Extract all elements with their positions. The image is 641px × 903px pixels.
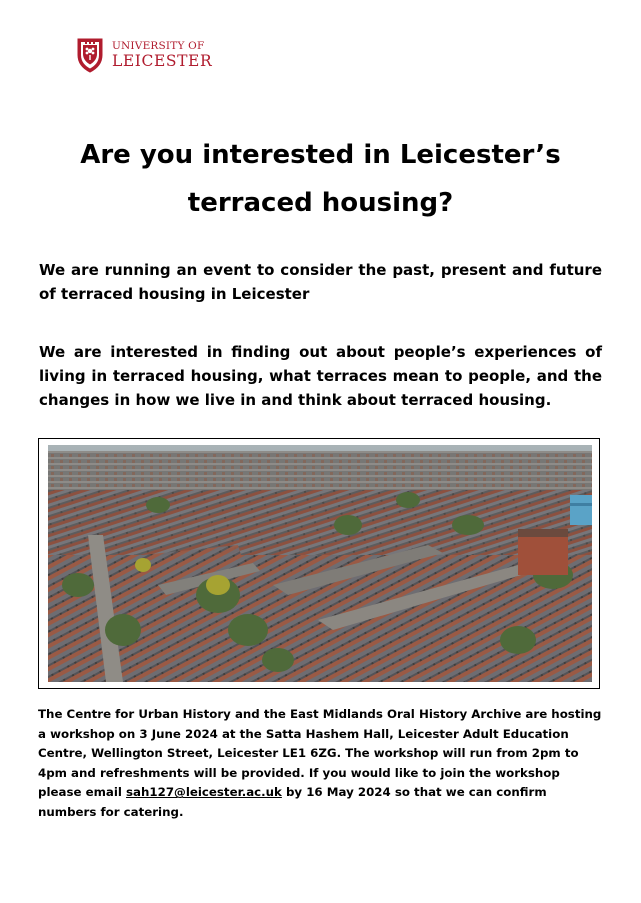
terraced-housing-aerial-photo <box>48 445 592 682</box>
details-text-after: by 16 May 2024 so that we can confirm numbers for catering. <box>38 785 547 819</box>
intro-paragraph-event: We are running an event to consider the past, present and future of terraced housing in Leicester <box>39 261 602 303</box>
terraced-housing-photo-frame <box>38 438 600 689</box>
university-crest-icon <box>76 37 104 73</box>
logo-line-leicester: LEICESTER <box>112 51 213 70</box>
contact-email-link[interactable]: sah127@leicester.ac.uk <box>126 785 282 800</box>
logo-line-university-of: UNIVERSITY OF <box>112 40 205 52</box>
title-line-2: terraced housing? <box>187 188 454 218</box>
title-line-1: Are you interested in Leicester’s <box>80 140 561 170</box>
university-logo <box>76 37 212 73</box>
details-text-before: The Centre for Urban History and the East Midlands Oral History Archive are hosting a workshop on 3 June 2024 at the Satta Hashem Hall, Leicester Adult Education Centre, Wellington Street, Leicester LE1 6ZG. The workshop will run from 2pm to 4pm and refreshments will be provided. If you would like to join the workshop please email <box>38 707 602 800</box>
intro-paragraph-interest: We are interested in finding out about people’s experiences of living in terraced housing, what terraces mean to people, and the changes in how we live in and think about terraced housing. <box>39 343 602 409</box>
page-title <box>0 131 641 227</box>
workshop-details <box>38 705 604 823</box>
logo-wordmark <box>112 41 212 69</box>
